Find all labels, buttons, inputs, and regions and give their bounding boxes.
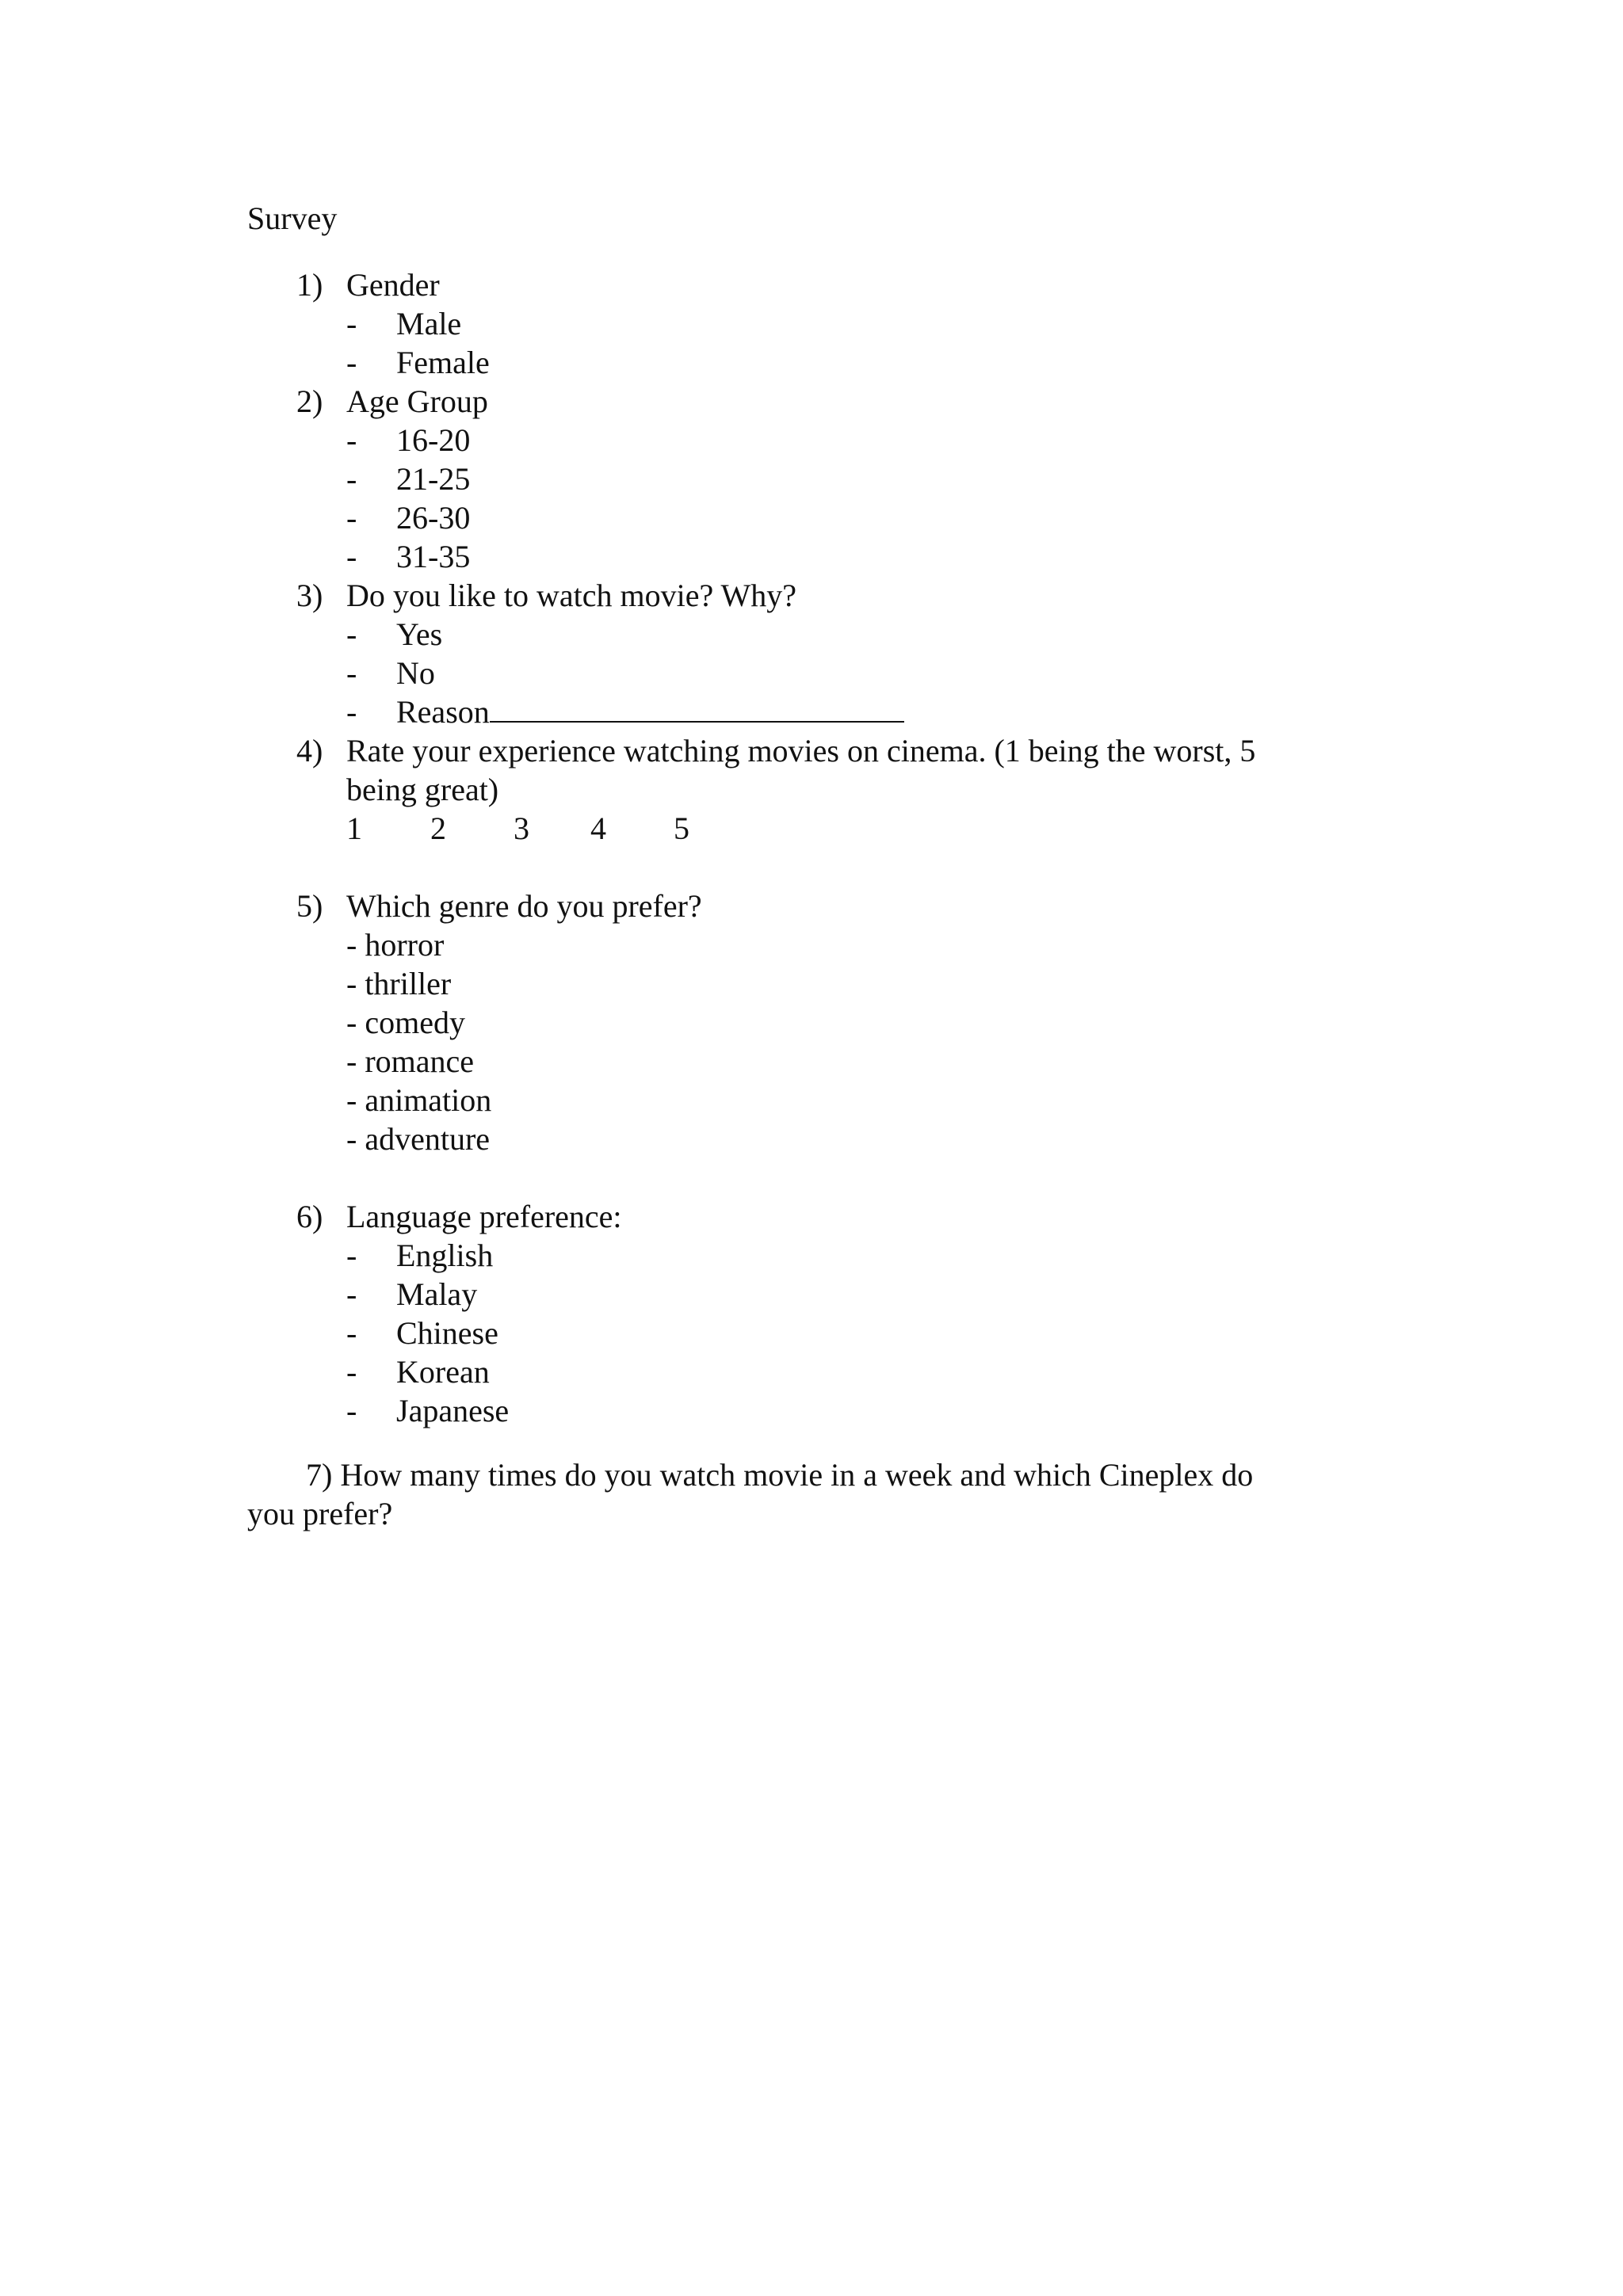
rating-scale-5: 5 [674, 810, 689, 846]
bullet-dash: - [346, 1393, 357, 1428]
question-5-option-thriller: - thriller [346, 966, 452, 1001]
bullet-dash: - [346, 306, 357, 341]
rating-scale-3: 3 [514, 810, 529, 846]
bullet-dash: - [346, 1238, 357, 1273]
rating-scale-4: 4 [590, 810, 606, 846]
bullet-dash: - [346, 694, 357, 730]
rating-scale-2: 2 [430, 810, 446, 846]
bullet-dash: - [346, 345, 357, 380]
question-5-option-romance: - romance [346, 1043, 475, 1079]
bullet-dash: - [346, 422, 357, 458]
question-3-text: Do you like to watch movie? Why? [346, 578, 797, 613]
question-2-option-21-25: 21-25 [396, 461, 471, 497]
question-6-option-malay: Malay [396, 1276, 478, 1312]
bullet-dash: - [346, 500, 357, 536]
question-2-option-16-20: 16-20 [396, 422, 471, 458]
question-7-text-line2: you prefer? [247, 1496, 393, 1531]
question-3-number: 3) [296, 578, 323, 613]
question-2-number: 2) [296, 383, 323, 419]
question-5-option-animation: - animation [346, 1082, 492, 1118]
question-5-number: 5) [296, 888, 323, 924]
reason-blank-line[interactable] [490, 694, 904, 723]
bullet-dash: - [346, 1354, 357, 1390]
question-4-text-line2: being great) [346, 772, 499, 807]
question-1-number: 1) [296, 267, 323, 303]
reason-label: Reason [396, 694, 490, 730]
document-title: Survey [247, 200, 338, 236]
question-5-option-comedy: - comedy [346, 1005, 465, 1040]
question-2-option-31-35: 31-35 [396, 539, 471, 574]
question-6-option-korean: Korean [396, 1354, 490, 1390]
bullet-dash: - [346, 655, 357, 691]
question-2-option-26-30: 26-30 [396, 500, 471, 536]
question-6-option-chinese: Chinese [396, 1315, 498, 1351]
question-2-text: Age Group [346, 383, 488, 419]
question-4-text-line1: Rate your experience watching movies on cinema. (1 being the worst, 5 [346, 733, 1256, 769]
question-4-number: 4) [296, 733, 323, 769]
question-5-option-horror: - horror [346, 927, 445, 963]
bullet-dash: - [346, 1315, 357, 1351]
question-1-option-female: Female [396, 345, 490, 380]
question-1-text: Gender [346, 267, 440, 303]
question-7-text-line1: 7) How many times do you watch movie in a week and which Cineplex do [306, 1457, 1254, 1493]
question-6-option-english: English [396, 1238, 494, 1273]
question-6-number: 6) [296, 1199, 323, 1234]
question-1-option-male: Male [396, 306, 462, 341]
question-6-option-japanese: Japanese [396, 1393, 510, 1428]
bullet-dash: - [346, 461, 357, 497]
question-5-option-adventure: - adventure [346, 1121, 491, 1157]
bullet-dash: - [346, 616, 357, 652]
question-3-option-reason [396, 693, 904, 731]
bullet-dash: - [346, 539, 357, 574]
question-3-option-yes: Yes [396, 616, 443, 652]
question-3-option-no: No [396, 655, 435, 691]
question-6-text: Language preference: [346, 1199, 622, 1234]
rating-scale-1: 1 [346, 810, 362, 846]
bullet-dash: - [346, 1276, 357, 1312]
question-5-text: Which genre do you prefer? [346, 888, 702, 924]
